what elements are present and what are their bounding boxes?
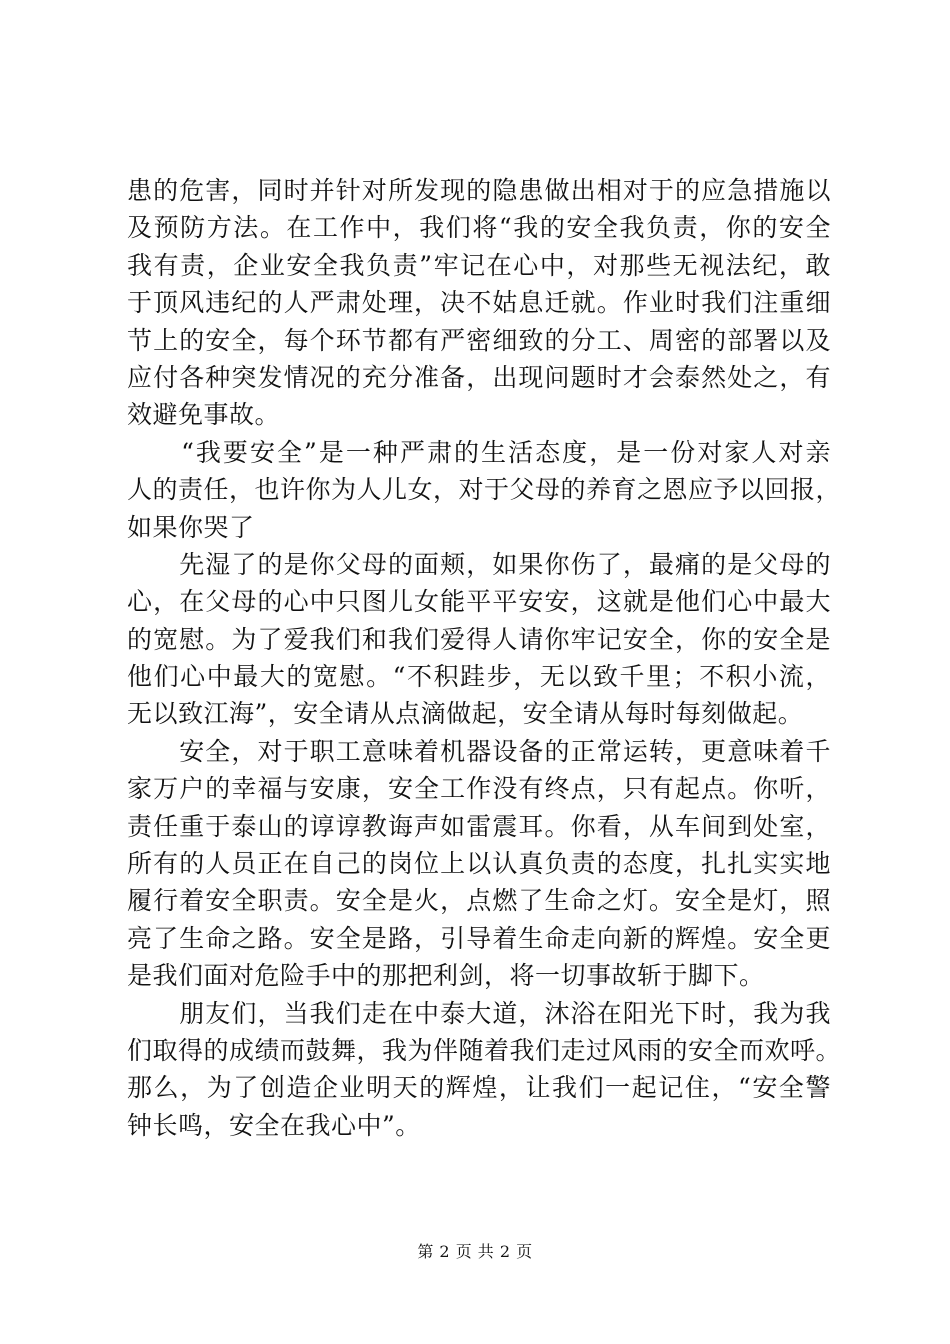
text-line: 那么，为了创造企业明天的辉煌，让我们一起记住，“安全警 [127,1073,831,1103]
text-line: 是我们面对危险手中的那把利剑，将一切事故斩于脚下。 [127,961,765,991]
text-line: “我要安全”是一种严肃的生活态度，是一份对家人对亲 [127,437,831,467]
text-line: 亮了生命之路。安全是路，引导着生命走向新的辉煌。安全更 [127,923,831,953]
text-line: 应付各种突发情况的充分准备，出现问题时才会泰然处之，有 [127,362,831,392]
text-line: 无以致江海”，安全请从点滴做起，安全请从每时每刻做起。 [127,699,804,729]
text-line: 及预防方法。在工作中，我们将“我的安全我负责，你的安全 [127,213,831,243]
text-line: 效避免事故。 [127,400,281,430]
document-body [127,172,842,1144]
text-line: 责任重于泰山的谆谆教诲声如雷震耳。你看，从车间到处室， [127,811,831,841]
text-line: 先湿了的是你父母的面颊，如果你伤了，最痛的是父母的 [127,549,831,579]
text-line: 们取得的成绩而鼓舞，我为伴随着我们走过风雨的安全而欢呼。 [127,1035,842,1065]
text-line: 于顶风违纪的人严肃处理，决不姑息迁就。作业时我们注重细 [127,288,831,318]
text-line: 他们心中最大的宽慰。“不积跬步，无以致千里；不积小流， [127,662,831,692]
text-line: 节上的安全，每个环节都有严密细致的分工、周密的部署以及 [127,325,831,355]
text-line: 心，在父母的心中只图儿女能平平安安，这就是他们心中最大 [127,587,831,617]
text-line: 安全，对于职工意味着机器设备的正常运转，更意味着千 [127,736,831,766]
text-line: 我有责，企业安全我负责”牢记在心中，对那些无视法纪，敢 [127,250,831,280]
text-line: 钟长鸣，安全在我心中”。 [127,1110,421,1140]
text-line: 所有的人员正在自己的岗位上以认真负责的态度，扎扎实实地 [127,849,831,879]
text-line: 的宽慰。为了爱我们和我们爱得人请你牢记安全，你的安全是 [127,624,831,654]
text-line: 朋友们，当我们走在中泰大道，沐浴在阳光下时，我为我 [127,998,831,1028]
text-line: 履行着安全职责。安全是火，点燃了生命之灯。安全是灯，照 [127,886,831,916]
text-line: 人的责任，也许你为人儿女，对于父母的养育之恩应予以回报， [127,475,842,505]
text-line: 如果你哭了 [127,512,255,542]
page-number-footer: 第 2 页 共 2 页 [417,1242,533,1261]
text-line: 家万户的幸福与安康，安全工作没有终点，只有起点。你听， [127,774,831,804]
text-line: 患的危害，同时并针对所发现的隐患做出相对于的应急措施以 [127,176,831,205]
